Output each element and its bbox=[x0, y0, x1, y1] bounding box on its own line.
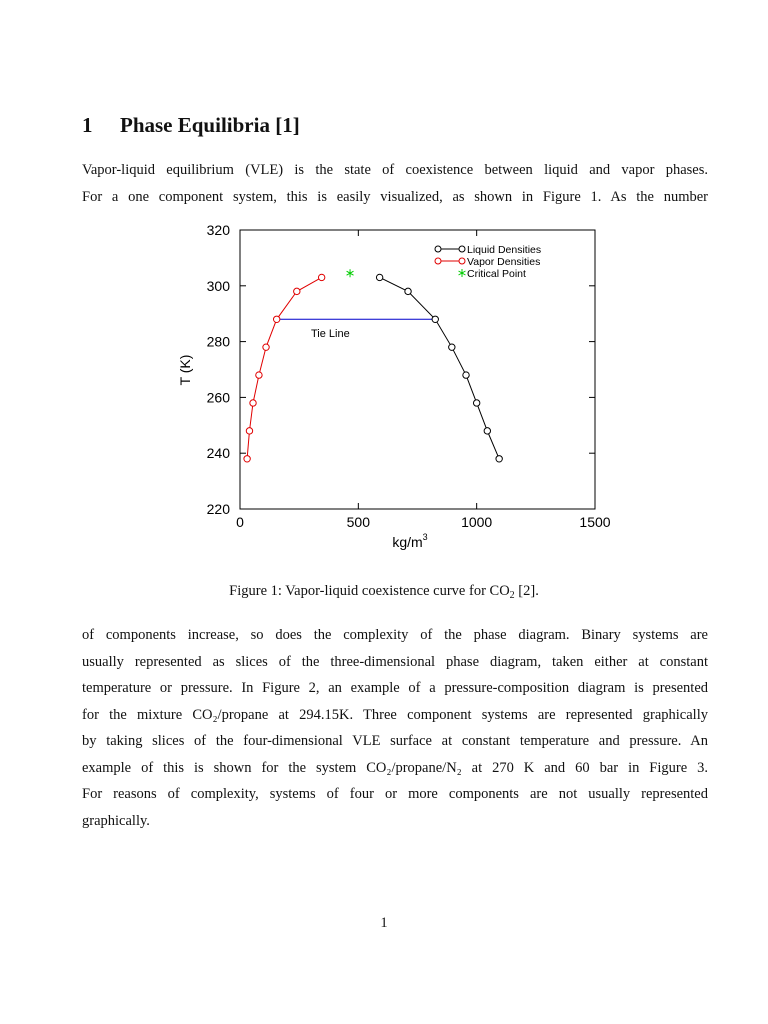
body-line: by taking slices of the four-dimensional VLE surface at constant temperature and pressure. An bbox=[82, 733, 708, 749]
body-line: for the mixture CO₂/propane at 294.15K. Three component systems are represented graphically bbox=[82, 706, 708, 723]
x-tick-label: 0 bbox=[236, 514, 244, 530]
legend-vapor-densities-label: Vapor Densities bbox=[467, 256, 541, 268]
liquid-densities-point bbox=[449, 344, 455, 350]
vle-chart bbox=[160, 212, 620, 557]
vapor-densities-point bbox=[273, 316, 279, 322]
body-paragraph bbox=[82, 622, 708, 834]
vapor-densities-point bbox=[244, 456, 250, 462]
x-tick-label: 500 bbox=[346, 514, 371, 530]
intro-line: Vapor-liquid equilibrium (VLE) is the state of coexistence between liquid and vapor phases. bbox=[82, 162, 708, 178]
liquid-densities-point bbox=[463, 372, 469, 378]
liquid-densities-point bbox=[473, 400, 479, 406]
liquid-densities-point bbox=[484, 428, 490, 434]
liquid-densities-point bbox=[376, 274, 382, 280]
legend-liquid-densities-marker bbox=[435, 246, 441, 252]
section-number: 1 bbox=[82, 113, 93, 137]
vapor-densities-point bbox=[294, 288, 300, 294]
y-tick-label: 260 bbox=[206, 389, 230, 406]
section-title: Phase Equilibria [1] bbox=[120, 113, 300, 137]
intro-paragraph bbox=[82, 157, 708, 210]
x-axis-label: $kg/m^3$ bbox=[392, 532, 428, 550]
x-tick-label: 1000 bbox=[461, 514, 493, 530]
body-line: For reasons of complexity, systems of four or more components are not usually represented bbox=[82, 786, 708, 802]
vapor-densities-point bbox=[318, 274, 324, 280]
figure-1 bbox=[160, 212, 620, 557]
x-tick-label: 1500 bbox=[579, 514, 611, 530]
y-tick-label: 300 bbox=[206, 277, 230, 294]
body-line: temperature or pressure. In Figure 2, an example of a pressure-composition diagram is presented bbox=[82, 680, 708, 696]
legend-liquid-densities-marker bbox=[459, 246, 465, 252]
vapor-densities-point bbox=[263, 344, 269, 350]
legend-vapor-densities-marker bbox=[435, 258, 441, 264]
liquid-densities-point bbox=[496, 456, 502, 462]
y-axis-label: T (K) bbox=[177, 354, 193, 386]
intro-line: For a one component system, this is easily visualized, as shown in Figure 1. As the number bbox=[82, 188, 708, 205]
legend-liquid-densities-label: Liquid Densities bbox=[467, 244, 542, 256]
vapor-densities-point bbox=[256, 372, 262, 378]
liquid-densities-point bbox=[432, 316, 438, 322]
y-tick-label: 280 bbox=[206, 333, 230, 350]
body-line: usually represented as slices of the three-dimensional phase diagram, taken either at constant bbox=[82, 653, 708, 670]
critical-point-point bbox=[347, 269, 354, 277]
vapor-densities-line bbox=[247, 277, 322, 458]
y-tick-label: 220 bbox=[206, 501, 230, 517]
legend-vapor-densities-marker bbox=[459, 258, 465, 264]
liquid-densities-point bbox=[405, 288, 411, 294]
legend-critical-point-label: Critical Point bbox=[467, 268, 526, 280]
plot-frame bbox=[240, 230, 595, 509]
page-number: 1 bbox=[380, 915, 388, 931]
legend-critical-point-marker bbox=[459, 269, 466, 277]
body-line: example of this is shown for the system CO₂/propane/N₂ at 270 K and 60 bar in Figure 3. bbox=[82, 759, 708, 776]
section-heading bbox=[82, 113, 300, 138]
figure-caption: Figure 1: Vapor-liquid coexistence curve for $CO_2$ [2]. bbox=[229, 583, 539, 601]
body-line: graphically. bbox=[82, 812, 150, 829]
tie-line-annotation: Tie Line bbox=[311, 328, 350, 341]
y-tick-label: 240 bbox=[206, 445, 230, 462]
vapor-densities-point bbox=[250, 400, 256, 406]
liquid-densities-line bbox=[380, 277, 500, 458]
body-line: of components increase, so does the complexity of the phase diagram. Binary systems are bbox=[82, 627, 708, 643]
y-tick-label: 320 bbox=[206, 222, 230, 238]
vapor-densities-point bbox=[246, 428, 252, 434]
